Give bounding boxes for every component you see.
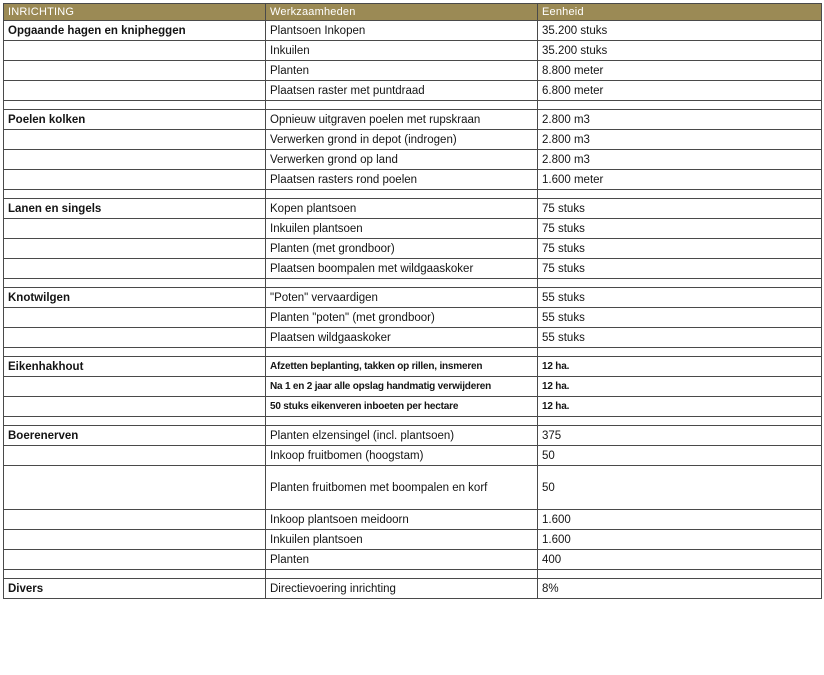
unit-cell: 75 stuks	[538, 199, 822, 219]
task-cell: Inkuilen plantsoen	[266, 219, 538, 239]
table-row	[4, 466, 822, 510]
task-cell: Plaatsen rasters rond poelen	[266, 170, 538, 190]
unit-cell: 375	[538, 426, 822, 446]
unit-cell: 55 stuks	[538, 328, 822, 348]
table-row	[4, 130, 822, 150]
empty-cell	[4, 446, 266, 466]
empty-cell	[4, 81, 266, 101]
task-cell: Afzetten beplanting, takken op rillen, insmeren	[266, 357, 538, 377]
table-row	[4, 288, 822, 308]
unit-cell: 1.600	[538, 530, 822, 550]
table-row	[4, 510, 822, 530]
section-name: Opgaande hagen en knipheggen	[4, 21, 266, 41]
task-cell: Plaatsen boompalen met wildgaaskoker	[266, 259, 538, 279]
section-name: Poelen kolken	[4, 110, 266, 130]
unit-cell: 12 ha.	[538, 377, 822, 397]
task-cell: Opnieuw uitgraven poelen met rupskraan	[266, 110, 538, 130]
unit-cell: 55 stuks	[538, 288, 822, 308]
task-cell: Plaatsen raster met puntdraad	[266, 81, 538, 101]
empty-cell	[4, 170, 266, 190]
task-cell: Kopen plantsoen	[266, 199, 538, 219]
header-row	[4, 4, 822, 21]
unit-cell: 8.800 meter	[538, 61, 822, 81]
unit-cell: 50	[538, 446, 822, 466]
empty-cell	[4, 130, 266, 150]
section-name: Eikenhakhout	[4, 357, 266, 377]
table-row	[4, 239, 822, 259]
table-row	[4, 550, 822, 570]
empty-cell	[4, 150, 266, 170]
unit-cell: 6.800 meter	[538, 81, 822, 101]
task-cell: Planten (met grondboor)	[266, 239, 538, 259]
table-row	[4, 308, 822, 328]
task-cell: Planten	[266, 61, 538, 81]
spacer-row	[4, 570, 822, 579]
unit-cell: 400	[538, 550, 822, 570]
spacer-row	[4, 348, 822, 357]
empty-cell	[4, 510, 266, 530]
empty-cell	[4, 377, 266, 397]
header-inrichting: INRICHTING	[4, 4, 266, 21]
empty-cell	[4, 61, 266, 81]
table-row	[4, 579, 822, 599]
table-row	[4, 377, 822, 397]
task-cell: Inkoop plantsoen meidoorn	[266, 510, 538, 530]
unit-cell: 1.600	[538, 510, 822, 530]
spacer-row	[4, 417, 822, 426]
unit-cell: 75 stuks	[538, 239, 822, 259]
task-cell: Plantsoen Inkopen	[266, 21, 538, 41]
table-row	[4, 110, 822, 130]
empty-cell	[4, 530, 266, 550]
unit-cell: 12 ha.	[538, 397, 822, 417]
unit-cell: 12 ha.	[538, 357, 822, 377]
task-cell: Inkuilen plantsoen	[266, 530, 538, 550]
unit-cell: 2.800 m3	[538, 110, 822, 130]
table-row	[4, 41, 822, 61]
empty-cell	[4, 308, 266, 328]
empty-cell	[4, 397, 266, 417]
section-name: Knotwilgen	[4, 288, 266, 308]
task-cell: Planten elzensingel (incl. plantsoen)	[266, 426, 538, 446]
task-cell: Verwerken grond op land	[266, 150, 538, 170]
table-row	[4, 397, 822, 417]
unit-cell: 55 stuks	[538, 308, 822, 328]
unit-cell: 50	[538, 466, 822, 510]
section-name: Boerenerven	[4, 426, 266, 446]
spacer-row	[4, 190, 822, 199]
task-cell: 50 stuks eikenveren inboeten per hectare	[266, 397, 538, 417]
table-row	[4, 530, 822, 550]
unit-cell: 35.200 stuks	[538, 21, 822, 41]
task-cell: Inkuilen	[266, 41, 538, 61]
unit-cell: 2.800 m3	[538, 130, 822, 150]
task-cell: Plaatsen wildgaaskoker	[266, 328, 538, 348]
unit-cell: 75 stuks	[538, 219, 822, 239]
task-cell: Planten fruitbomen met boompalen en korf	[266, 466, 538, 510]
table-row	[4, 259, 822, 279]
task-cell: Na 1 en 2 jaar alle opslag handmatig verwijderen	[266, 377, 538, 397]
table-row	[4, 61, 822, 81]
unit-cell: 1.600 meter	[538, 170, 822, 190]
empty-cell	[4, 41, 266, 61]
empty-cell	[4, 239, 266, 259]
section-name: Divers	[4, 579, 266, 599]
unit-cell: 8%	[538, 579, 822, 599]
task-cell: Planten "poten" (met grondboor)	[266, 308, 538, 328]
inrichting-table	[3, 3, 822, 599]
task-cell: "Poten" vervaardigen	[266, 288, 538, 308]
empty-cell	[4, 550, 266, 570]
empty-cell	[4, 466, 266, 510]
empty-cell	[4, 259, 266, 279]
task-cell: Directievoering inrichting	[266, 579, 538, 599]
task-cell: Verwerken grond in depot (indrogen)	[266, 130, 538, 150]
table-row	[4, 219, 822, 239]
unit-cell: 2.800 m3	[538, 150, 822, 170]
table-row	[4, 446, 822, 466]
table-row	[4, 81, 822, 101]
header-werkzaamheden: Werkzaamheden	[266, 4, 538, 21]
unit-cell: 75 stuks	[538, 259, 822, 279]
empty-cell	[4, 328, 266, 348]
table-row	[4, 170, 822, 190]
spacer-row	[4, 101, 822, 110]
task-cell: Planten	[266, 550, 538, 570]
table-row	[4, 150, 822, 170]
table-row	[4, 21, 822, 41]
unit-cell: 35.200 stuks	[538, 41, 822, 61]
table-row	[4, 357, 822, 377]
section-name: Lanen en singels	[4, 199, 266, 219]
task-cell: Inkoop fruitbomen (hoogstam)	[266, 446, 538, 466]
table-row	[4, 426, 822, 446]
table-row	[4, 328, 822, 348]
table-row	[4, 199, 822, 219]
spacer-row	[4, 279, 822, 288]
header-eenheid: Eenheid	[538, 4, 822, 21]
empty-cell	[4, 219, 266, 239]
